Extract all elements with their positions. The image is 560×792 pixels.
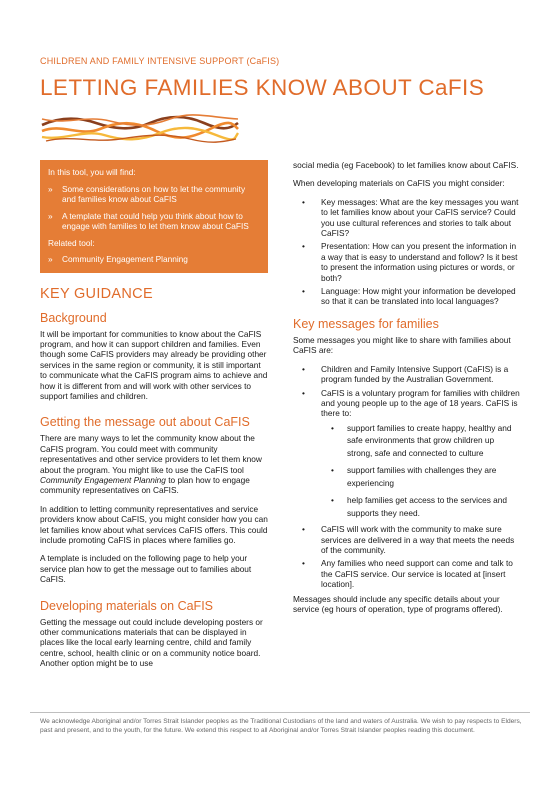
bullet-icon: • [331, 465, 334, 476]
key-message-text: Any families who need support can come and talk to the CaFIS service. Our service is located at [insert location]. [321, 558, 513, 590]
related-tool-label: Related tool: [48, 237, 95, 248]
decorative-wave-graphic [40, 111, 240, 145]
developing-heading: Developing materials on CaFIS [40, 598, 213, 613]
background-paragraph: It will be important for communities to know about the CaFIS program, and how it can support children and families. Even though some CaFIS providers may already be providing other services in the same region or community, it is still important to communicate what the CaFIS program aims to achieve and how it is different from and will work with other services to support families and children. [40, 328, 268, 401]
right-column [293, 160, 521, 622]
key-message-item [293, 524, 521, 555]
key-messages-heading: Key messages for families [293, 316, 439, 331]
related-tool-text: Community Engagement Planning [62, 254, 188, 264]
key-message-text: Children and Family Intensive Support (CaFIS) is a program funded by the Australian Government. [321, 363, 509, 385]
bullet-icon: • [302, 558, 305, 569]
tool-items-list [48, 184, 260, 232]
tool-reference: Community Engagement Planning [40, 474, 166, 485]
message-out-paragraph-1 [40, 433, 268, 495]
tool-item [48, 184, 260, 205]
message-out-paragraph-3: A template is included on the following page to help your service plan how to get the message out to families about CaFIS. [40, 553, 252, 585]
acknowledgement-footer: We acknowledge Aboriginal and/or Torres Strait Islander peoples as the Traditional Custodians of the land and waters of Australia. We wish to pay respects to Elders, past and present, and to the youth, for the future. We extend this respect to all Aboriginal and/or Torres Strait Islander peoples reading this document. [40, 718, 522, 734]
key-message-text: CaFIS is a voluntary program for families with children and young people up to the age of 18 years. CaFIS is there to: [321, 387, 520, 419]
chevron-marker-icon: » [48, 183, 53, 194]
cafis-aim-text: support families to create happy, healthy and safe environments that grow children up strong, safe and connected to culture [347, 422, 512, 458]
tool-item [48, 211, 260, 232]
message-out-heading: Getting the message out about CaFIS [40, 415, 250, 430]
cafis-aim-item [321, 422, 521, 460]
chevron-marker-icon: » [48, 210, 53, 221]
footer-divider [30, 712, 530, 713]
developing-paragraph-2: When developing materials on CaFIS you might consider: [293, 178, 505, 189]
key-message-item [293, 388, 521, 520]
bullet-icon: • [302, 286, 305, 297]
consideration-item [293, 286, 521, 307]
related-tools-list [48, 254, 260, 265]
paragraph-text: to plan how to engage community representatives on CaFIS. [40, 474, 250, 496]
developing-paragraph-1: Getting the message out could include developing posters or other communications materials that can be displayed in places like the local early learning centre, child and family centre, school, health clinic or on a community notice board. Another option might be to use [40, 616, 263, 669]
tool-item-text: A template that could help you think about how to engage with families to let them know about CaFIS [62, 210, 249, 231]
bullet-icon: • [302, 524, 305, 535]
page-title: LETTING FAMILIES KNOW ABOUT CaFIS [40, 75, 485, 100]
paragraph-text: There are many ways to let the community know about the CaFIS program. You could meet with community representatives and other service providers to let them know about the program. You might like to use the CaFIS tool [40, 433, 262, 475]
considerations-list [293, 197, 521, 307]
key-messages-intro: Some messages you might like to share with families about CaFIS are: [293, 334, 511, 356]
related-tool-item [48, 254, 260, 265]
key-messages-closing: Messages should include any specific details about your service (eg hours of operation, type of programs offered). [293, 593, 503, 615]
consideration-item [293, 241, 521, 283]
cafis-aims-list [321, 422, 521, 520]
tool-summary-box [40, 160, 268, 273]
bullet-icon: • [331, 495, 334, 506]
tool-intro: In this tool, you will find: [48, 167, 136, 177]
bullet-icon: • [302, 196, 305, 207]
key-message-item [293, 558, 521, 589]
tool-item-text: Some considerations on how to let the community and families know about CaFIS [62, 183, 246, 204]
cafis-aim-item [321, 464, 521, 489]
left-column [40, 160, 268, 677]
program-kicker: CHILDREN AND FAMILY INTENSIVE SUPPORT (CaFIS) [40, 56, 280, 66]
bullet-icon: • [302, 241, 305, 252]
cafis-aim-text: help families get access to the services and supports they need. [347, 495, 508, 518]
key-guidance-heading: KEY GUIDANCE [40, 285, 153, 302]
chevron-marker-icon: » [48, 254, 53, 264]
key-message-text: CaFIS will work with the community to make sure services are delivered in a way that meets the needs of the community. [321, 524, 515, 556]
bullet-icon: • [302, 363, 305, 374]
key-messages-list [293, 364, 521, 590]
cafis-aim-text: support families with challenges they are experiencing [347, 465, 497, 488]
bullet-icon: • [302, 387, 305, 398]
bullet-icon: • [331, 422, 334, 433]
consideration-text: Key messages: What are the key messages you want to let families know about your CaFIS service? Could you use cultural references and stories to talk about CaFIS? [321, 196, 519, 239]
consideration-text: Language: How might your information be developed so that it can be translated into local languages? [321, 286, 516, 307]
developing-paragraph-1-continued: social media (eg Facebook) to let families know about CaFIS. [293, 160, 519, 170]
consideration-item [293, 197, 521, 239]
message-out-paragraph-2: In addition to letting community representatives and service providers know about CaFIS, you might consider how you can let families know about what services CaFIS offers. This could include promoting CaFIS in places where families go. [40, 503, 268, 545]
cafis-aim-item [321, 494, 521, 519]
consideration-text: Presentation: How can you present the information in a way that is easy to understand and follow? Is it best to present the information using pictures or words, or both? [321, 241, 518, 283]
key-message-item [293, 364, 521, 385]
background-heading: Background [40, 310, 107, 325]
